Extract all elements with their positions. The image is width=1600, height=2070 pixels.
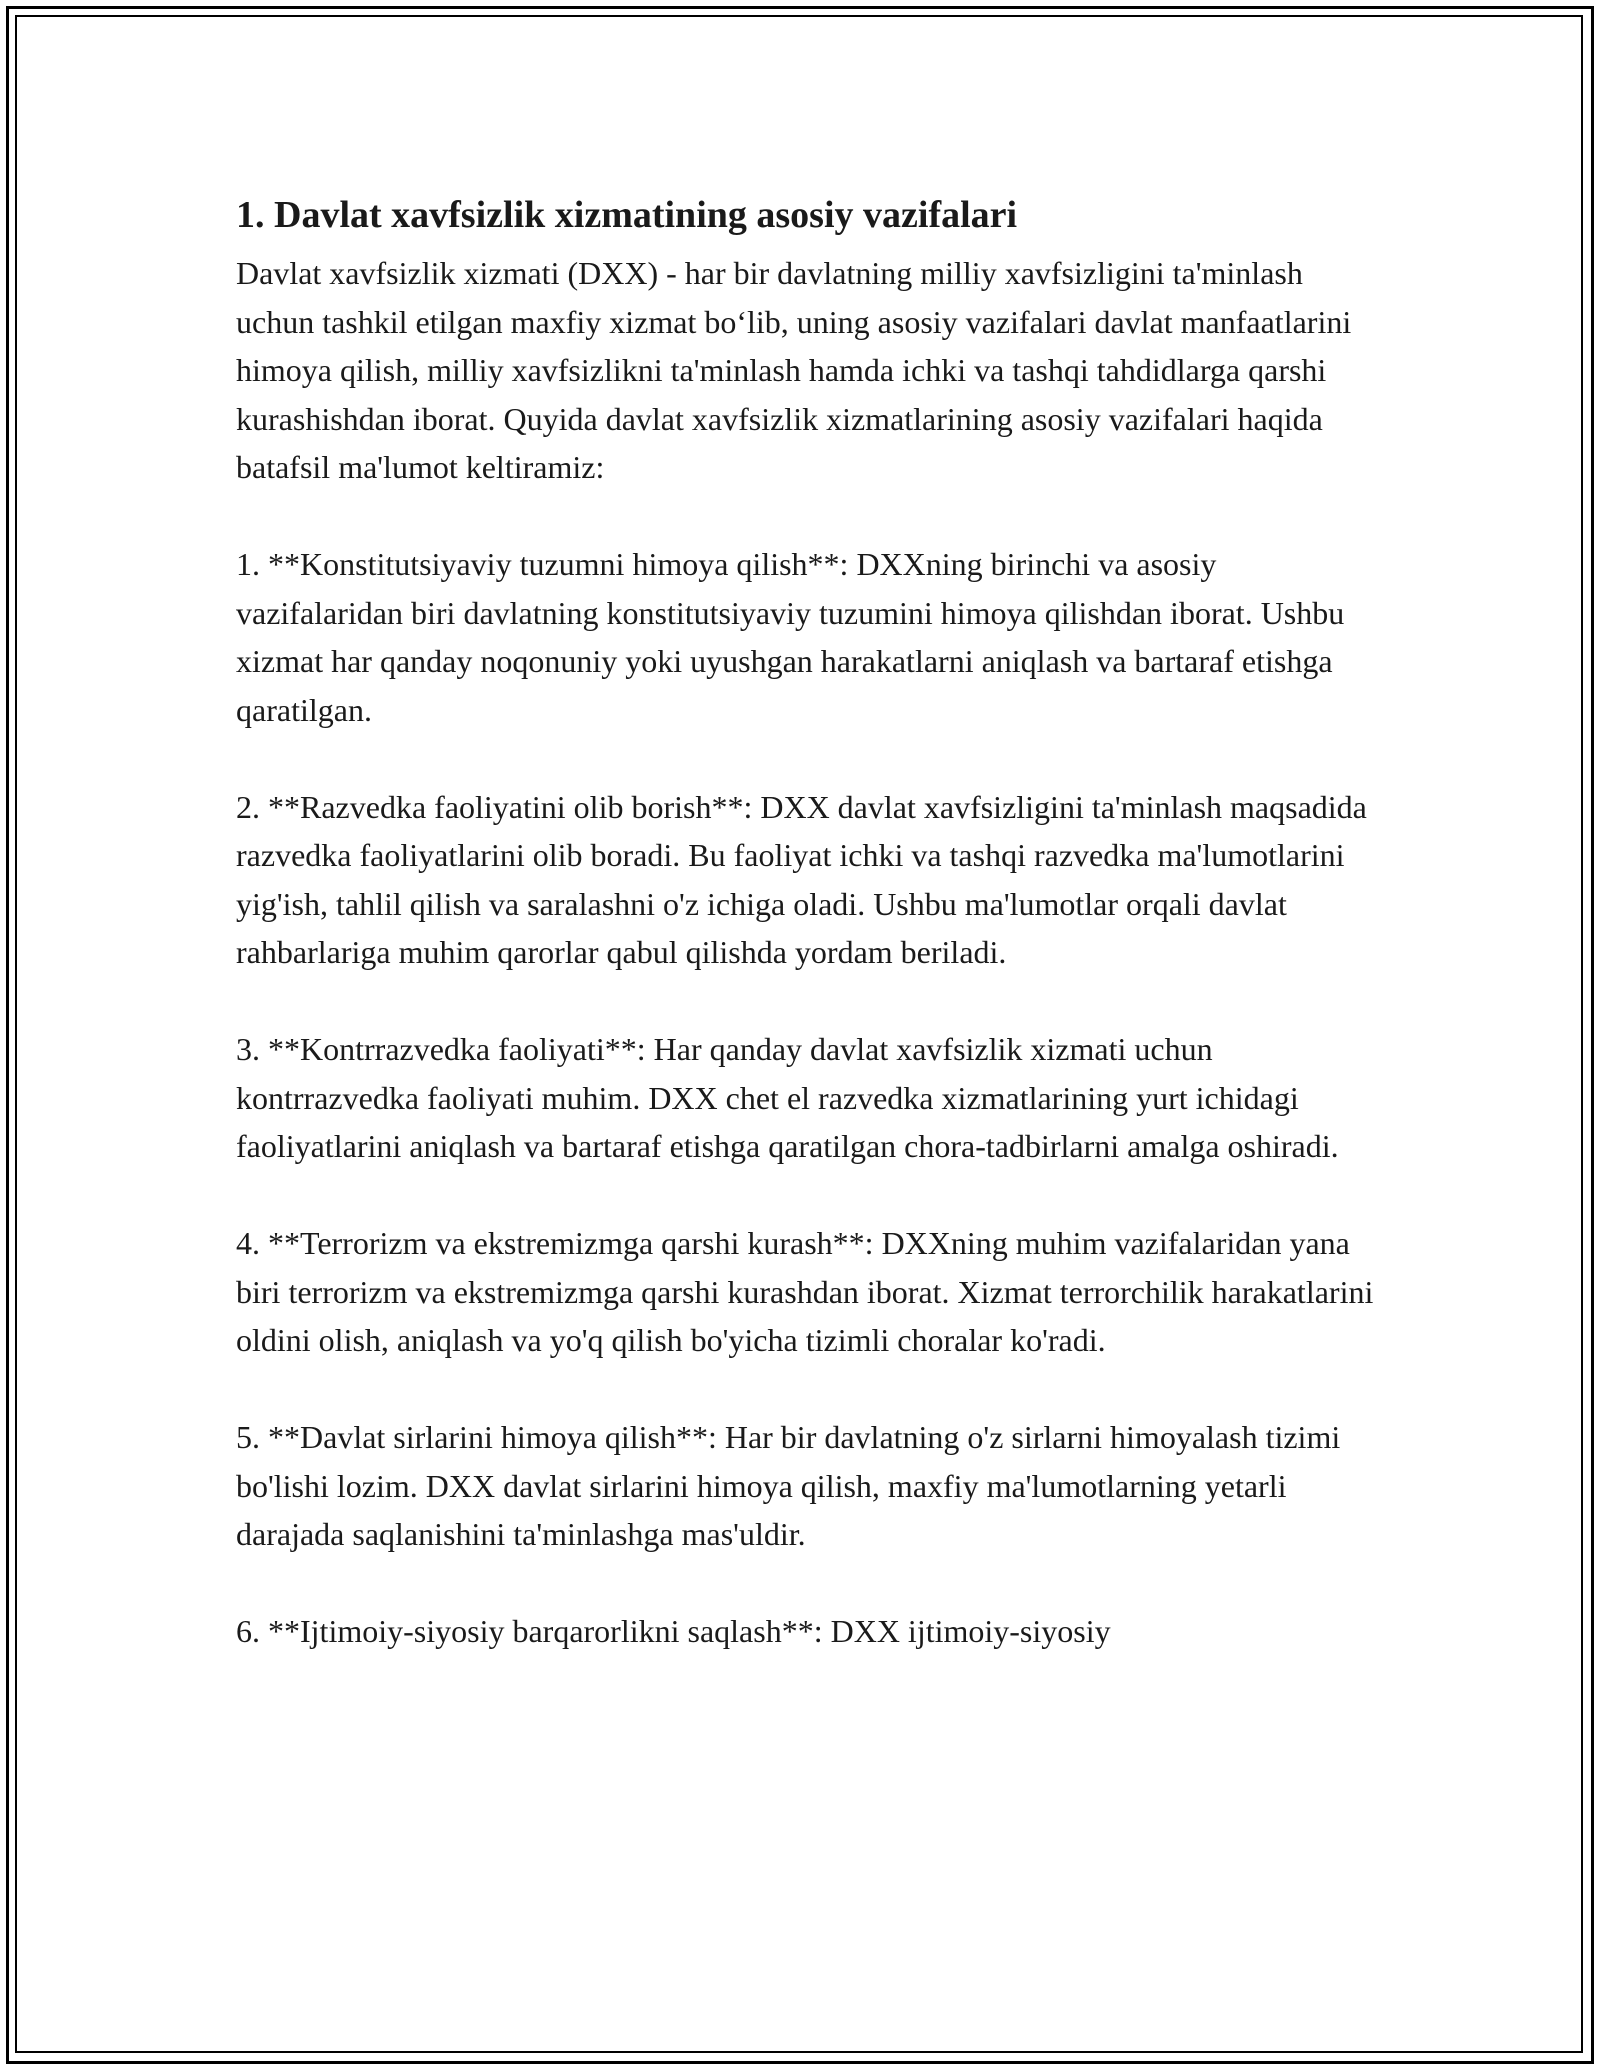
document-body <box>236 185 1376 1656</box>
list-item-1: 1. **Konstitutsiyaviy tuzumni himoya qilish**: DXXning birinchi va asosiy vazifalaridan biri davlatning konstitutsiyaviy tuzumini himoya qilishdan iborat. Ushbu xizmat har qanday noqonuniy yoki uyushgan harakatlarni aniqlash va bartaraf etishga qaratilgan. <box>236 546 1345 728</box>
list-item-5: 5. **Davlat sirlarini himoya qilish**: Har bir davlatning o'z sirlarni himoyalash tizimi bo'lishi lozim. DXX davlat sirlarini himoya qilish, maxfiy ma'lumotlarning yetarli darajada saqlanishini ta'minlashga mas'uldir. <box>236 1419 1341 1552</box>
list-item-6: 6. **Ijtimoiy-siyosiy barqarorlikni saqlash**: DXX ijtimoiy-siyosiy <box>236 1613 1111 1649</box>
list-item-3: 3. **Kontrrazvedka faoliyati**: Har qanday davlat xavfsizlik xizmati uchun kontrrazvedka faoliyati muhim. DXX chet el razvedka xizmatlarining yurt ichidagi faoliyatlarini aniqlash va bartaraf etishga qaratilgan chora-tadbirlarni amalga oshiradi. <box>236 1031 1339 1164</box>
document-title: 1. Davlat xavfsizlik xizmatining asosiy vazifalari <box>236 194 1018 236</box>
list-item-2: 2. **Razvedka faoliyatini olib borish**: DXX davlat xavfsizligini ta'minlash maqsadida razvedka faoliyatlarini olib boradi. Bu faoliyat ichki va tashqi razvedka ma'lumotlarini yig'ish, tahlil qilish va saralashni o'z ichiga oladi. Ushbu ma'lumotlar orqali davlat rahbarlariga muhim qarorlar qabul qilishda yordam beriladi. <box>236 788 1367 970</box>
list-item-4: 4. **Terrorizm va ekstremizmga qarshi kurash**: DXXning muhim vazifalaridan yana biri terrorizm va ekstremizmga qarshi kurashdan iborat. Xizmat terrorchilik harakatlarini oldini olish, aniqlash va yo'q qilish bo'yicha tizimli choralar ko'radi. <box>236 1225 1374 1358</box>
intro-paragraph: Davlat xavfsizlik xizmati (DXX) - har bir davlatning milliy xavfsizligini ta'minlash uchun tashkil etilgan maxfiy xizmat bo‘lib, uning asosiy vazifalari davlat manfaatlarini himoya qilish, milliy xavfsizlikni ta'minlash hamda ichki va tashqi tahdidlarga qarshi kurashishdan iborat. Quyida davlat xavfsizlik xizmatlarining asosiy vazifalari haqida batafsil ma'lumot keltiramiz: <box>236 255 1352 485</box>
